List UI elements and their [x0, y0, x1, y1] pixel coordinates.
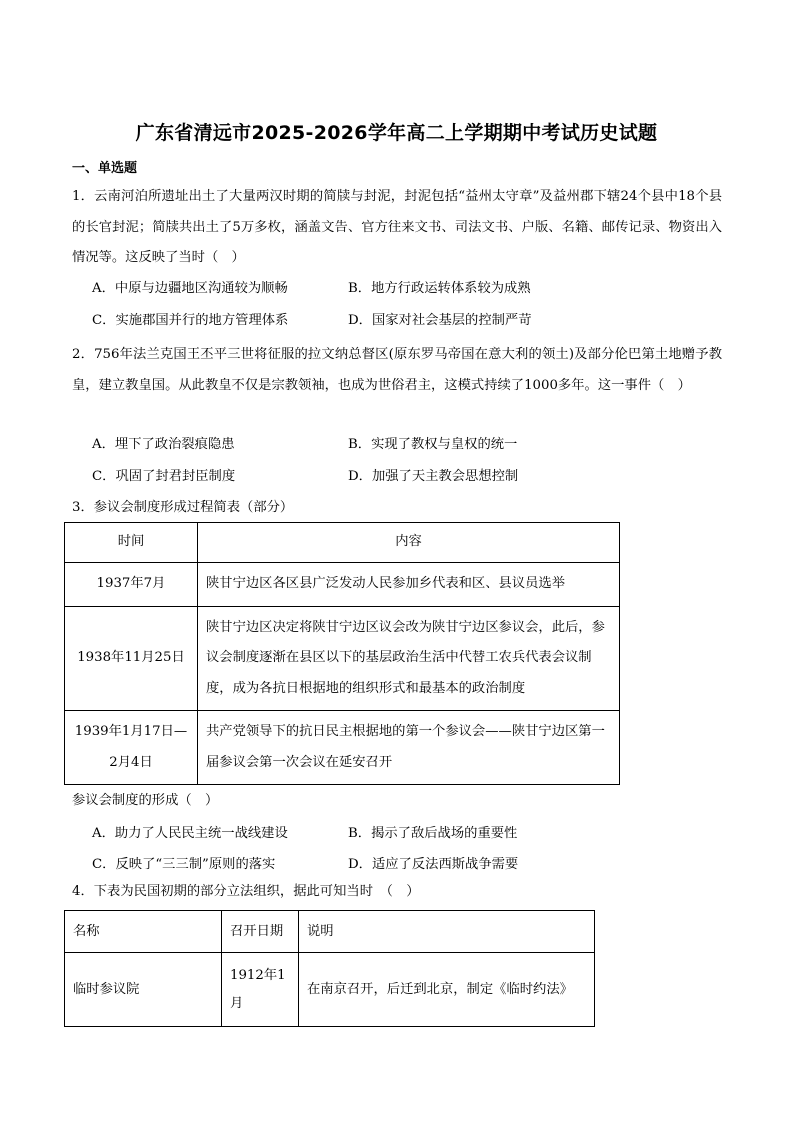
question-4-table — [64, 910, 595, 1027]
table-cell-time: 1938年11月25日 — [65, 607, 198, 711]
page-title: 广东省清远市2025-2026学年高二上学期期中考试历史试题 — [135, 122, 658, 144]
table-cell-date: 1912年1月 — [222, 953, 299, 1027]
question-3-table — [64, 522, 620, 785]
question-1-stem: 1．云南河泊所遗址出土了大量两汉时期的简牍与封泥，封泥包括“益州太守章”及益州郡下辖24个县中18个县的长官封泥；简牍共出土了5万多枚，涵盖文告、官方往来文书、司法文书、户版、名籍、邮传记录、物资出入情况等。这反映了当时（ ） — [72, 189, 722, 265]
table-cell-time: 1937年7月 — [65, 563, 198, 607]
table-header-row — [65, 523, 620, 563]
table-header-cell: 名称 — [65, 911, 222, 953]
section-heading: 一、单选题 — [72, 161, 138, 176]
option-b[interactable]: B．揭示了敌后战场的重要性 — [348, 826, 518, 841]
option-b[interactable]: B．实现了教权与皇权的统一 — [348, 437, 518, 452]
question-3-stem: 3．参议会制度形成过程简表（部分） — [72, 500, 294, 515]
table-row — [65, 607, 620, 711]
option-c[interactable]: C．反映了“三三制”原则的落实 — [92, 857, 276, 872]
option-c[interactable]: C．巩固了封君封臣制度 — [92, 469, 236, 484]
option-d[interactable]: D．适应了反法西斯战争需要 — [348, 857, 519, 872]
option-d[interactable]: D．加强了天主教会思想控制 — [348, 469, 519, 484]
table-header-cell: 时间 — [65, 523, 198, 563]
option-b[interactable]: B．地方行政运转体系较为成熟 — [348, 281, 531, 296]
table-row — [65, 563, 620, 607]
table-cell-content: 共产党领导下的抗日民主根据地的第一个参议会——陕甘宁边区第一届参议会第一次会议在延安召开 — [198, 711, 620, 785]
option-a[interactable]: A．埋下了政治裂痕隐患 — [92, 437, 235, 452]
question-2-stem: 2．756年法兰克国王丕平三世将征服的拉文纳总督区(原东罗马帝国在意大利的领土)及部分伦巴第土地赠予教皇，建立教皇国。从此教皇不仅是宗教领袖，也成为世俗君主，这模式持续了1000多年。这一事件（ ） — [72, 347, 722, 393]
table-header-cell: 内容 — [198, 523, 620, 563]
question-4-stem: 4．下表为民国初期的部分立法组织，据此可知当时 （ ） — [72, 884, 420, 899]
option-d[interactable]: D．国家对社会基层的控制严苛 — [348, 313, 532, 328]
table-cell-name: 临时参议院 — [65, 953, 222, 1027]
table-cell-time: 1939年1月17日—2月4日 — [65, 711, 198, 785]
table-cell-note: 在南京召开，后迁到北京，制定《临时约法》 — [299, 953, 595, 1027]
table-header-row — [65, 911, 595, 953]
option-a[interactable]: A．助力了人民民主统一战线建设 — [92, 826, 288, 841]
option-c[interactable]: C．实施郡国并行的地方管理体系 — [92, 313, 289, 328]
table-row — [65, 953, 595, 1027]
table-header-cell: 说明 — [299, 911, 595, 953]
table-cell-content: 陕甘宁边区各区县广泛发动人民参加乡代表和区、县议员选举 — [198, 563, 620, 607]
table-cell-content: 陕甘宁边区决定将陕甘宁边区议会改为陕甘宁边区参议会，此后，参议会制度逐渐在县区以下的基层政治生活中代替工农兵代表会议制度，成为各抗日根据地的组织形式和最基本的政治制度 — [198, 607, 620, 711]
option-a[interactable]: A．中原与边疆地区沟通较为顺畅 — [92, 281, 288, 296]
question-3-followup: 参议会制度的形成（ ） — [72, 793, 219, 808]
table-row — [65, 711, 620, 785]
table-header-cell: 召开日期 — [222, 911, 299, 953]
